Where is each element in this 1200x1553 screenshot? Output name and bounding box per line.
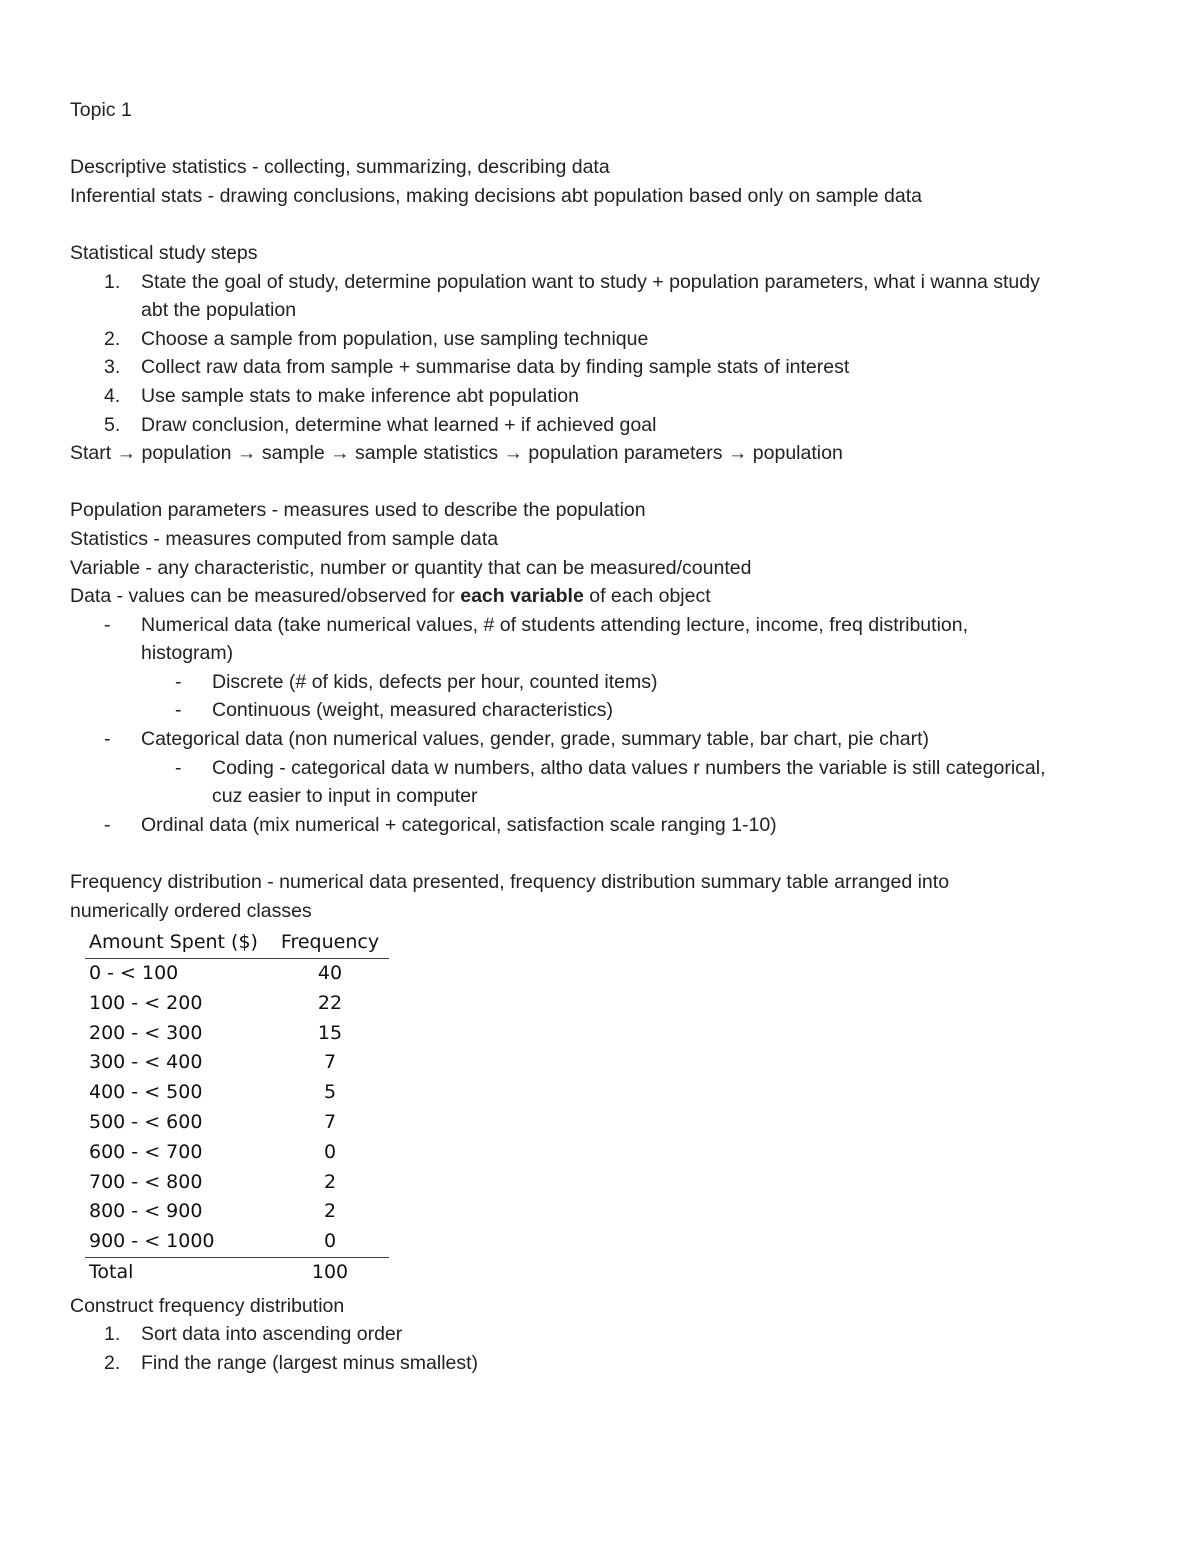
frequency-table <box>85 928 389 1288</box>
table-cell-frequency: 7 <box>323 1051 337 1074</box>
step-number: 1. <box>104 270 121 293</box>
table-header-row <box>85 928 389 958</box>
list-item <box>70 668 1150 697</box>
list-item <box>70 696 1150 725</box>
numerical-data-text: Numerical data (take numerical values, # of students attending lecture, income, freq distribution, <box>141 613 969 636</box>
step-text: abt the population <box>141 299 297 322</box>
table-cell-frequency: 2 <box>323 1170 337 1193</box>
table-cell-frequency: 0 <box>323 1230 337 1253</box>
construct-step-text: Sort data into ascending order <box>141 1323 403 1346</box>
table-row <box>85 1019 389 1049</box>
table-cell-class: 600 - < 700 <box>89 1140 203 1163</box>
discrete-text: Discrete (# of kids, defects per hour, counted items) <box>212 670 658 693</box>
def-data-after: of each object <box>583 585 711 608</box>
list-item <box>70 811 1150 840</box>
table-cell-class: 900 - < 1000 <box>89 1230 215 1253</box>
flow-line: Start → population → sample → sample statistics → population parameters → population <box>70 442 843 465</box>
list-item <box>70 1349 1150 1378</box>
step-number: 2. <box>104 1351 121 1374</box>
table-row <box>85 989 389 1019</box>
construct-title: Construct frequency distribution <box>70 1294 345 1317</box>
table-row <box>85 1108 389 1138</box>
step-number: 1. <box>104 1323 121 1346</box>
def-population-parameters: Population parameters - measures used to describe the population <box>70 499 646 522</box>
step-text: State the goal of study, determine population want to study + population parameters, what i wanna study <box>141 270 1040 293</box>
bullet-dash: - <box>175 699 182 722</box>
coding-text: Coding - categorical data w numbers, altho data values r numbers the variable is still categorical, <box>212 756 1046 779</box>
step-number: 3. <box>104 356 121 379</box>
table-cell-class: 700 - < 800 <box>89 1170 203 1193</box>
def-data-before: Data - values can be measured/observed for <box>70 585 461 608</box>
table-cell-frequency: 7 <box>323 1111 337 1133</box>
list-item <box>70 382 1150 411</box>
step-text: Choose a sample from population, use sampling technique <box>141 327 649 350</box>
table-cell-frequency: 40 <box>317 962 343 985</box>
table-row <box>85 959 389 989</box>
step-text: Use sample stats to make inference abt population <box>141 384 579 407</box>
table-row <box>85 1227 389 1257</box>
step-number: 2. <box>104 327 121 350</box>
list-item <box>70 1320 1150 1349</box>
def-descriptive: Descriptive statistics - collecting, summarizing, describing data <box>70 156 610 179</box>
freq-def-text: numerically ordered classes <box>70 899 312 922</box>
table-cell-frequency: 15 <box>317 1021 343 1044</box>
freq-def-text: Frequency distribution - numerical data presented, frequency distribution summary table arranged into <box>70 871 950 894</box>
table-cell-frequency: 2 <box>323 1200 337 1223</box>
bullet-dash: - <box>175 670 182 693</box>
table-total-row <box>85 1257 389 1287</box>
def-data <box>70 582 1150 611</box>
table-cell-class: 400 - < 500 <box>89 1081 203 1104</box>
list-item <box>70 353 1150 382</box>
list-item <box>70 754 1150 811</box>
step-number: 4. <box>104 384 121 407</box>
list-item <box>70 411 1150 440</box>
table-cell-class: 300 - < 400 <box>89 1051 203 1074</box>
topic-heading: Topic 1 <box>70 99 132 121</box>
continuous-text: Continuous (weight, measured characteristics) <box>212 699 614 722</box>
table-cell-class: 800 - < 900 <box>89 1200 203 1223</box>
construct-step-text: Find the range (largest minus smallest) <box>141 1351 479 1374</box>
bullet-dash: - <box>104 613 111 636</box>
list-item <box>70 325 1150 354</box>
def-inferential: Inferential stats - drawing conclusions, making decisions abt population based only on sample data <box>70 184 923 207</box>
table-cell-class: 500 - < 600 <box>89 1111 203 1133</box>
column-header-amount: Amount Spent ($) <box>85 928 271 958</box>
table-cell-frequency: 5 <box>323 1081 337 1104</box>
list-item <box>70 725 1150 754</box>
numerical-data-text: histogram) <box>141 642 234 665</box>
table-row <box>85 1168 389 1198</box>
def-data-bold: each variable <box>460 585 584 608</box>
table-row <box>85 1197 389 1227</box>
table-cell-frequency: 0 <box>323 1140 337 1163</box>
column-header-frequency: Frequency <box>271 928 389 958</box>
list-item <box>70 611 1150 668</box>
table-cell-class: 0 - < 100 <box>89 962 179 985</box>
step-text: Collect raw data from sample + summarise data by finding sample stats of interest <box>141 356 850 379</box>
table-row <box>85 1078 389 1108</box>
def-variable: Variable - any characteristic, number or quantity that can be measured/counted <box>70 556 752 579</box>
categorical-text: Categorical data (non numerical values, gender, grade, summary table, bar chart, pie chart) <box>141 728 929 751</box>
bullet-dash: - <box>175 756 182 779</box>
table-row <box>85 1048 389 1078</box>
table-cell-total-label: Total <box>85 1257 271 1287</box>
table-row <box>85 1138 389 1168</box>
table-cell-total-value: 100 <box>271 1257 389 1287</box>
step-number: 5. <box>104 413 121 436</box>
bullet-dash: - <box>104 813 111 836</box>
list-item <box>70 268 1150 325</box>
table-cell-class: 200 - < 300 <box>89 1021 203 1044</box>
document-page <box>70 96 1150 1378</box>
table-cell-class: 100 - < 200 <box>89 991 203 1014</box>
steps-title: Statistical study steps <box>70 241 258 264</box>
def-statistics: Statistics - measures computed from sample data <box>70 527 499 550</box>
coding-text: cuz easier to input in computer <box>212 785 478 808</box>
bullet-dash: - <box>104 728 111 751</box>
table-cell-frequency: 22 <box>317 991 343 1014</box>
ordinal-text: Ordinal data (mix numerical + categorical, satisfaction scale ranging 1-10) <box>141 813 777 836</box>
step-text: Draw conclusion, determine what learned + if achieved goal <box>141 413 657 436</box>
